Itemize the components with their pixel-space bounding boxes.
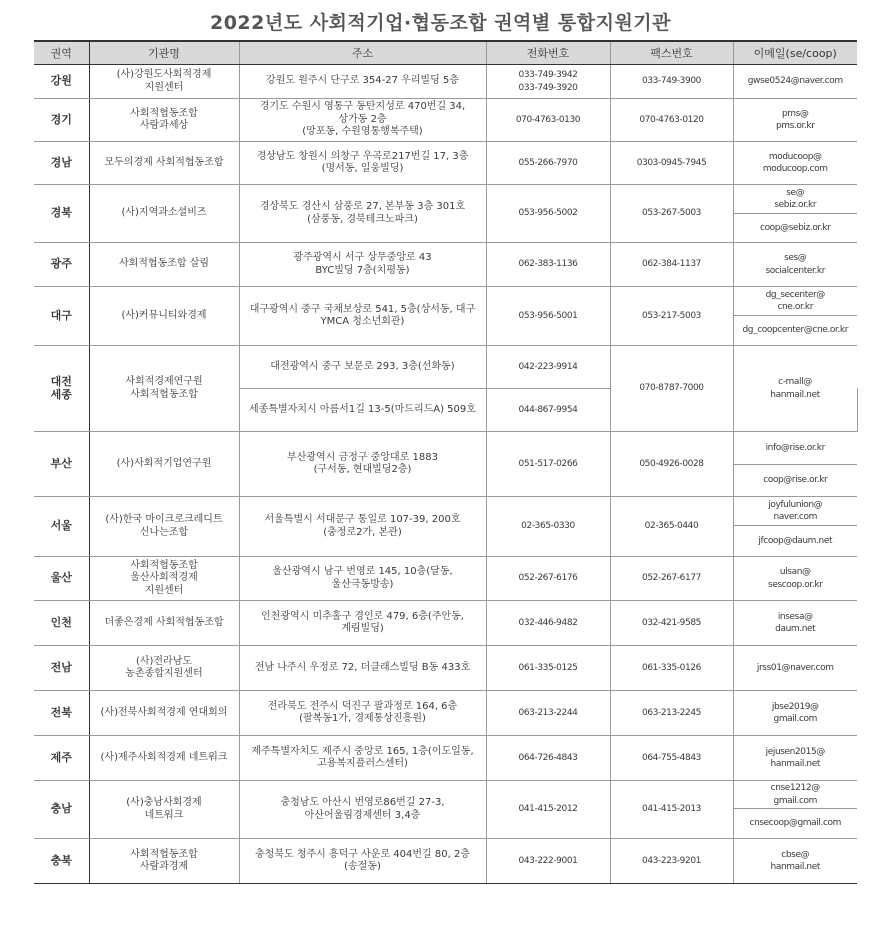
header-email: 이메일(se/coop) bbox=[733, 41, 857, 65]
table-row bbox=[34, 557, 857, 601]
region-cell: 경북 bbox=[34, 185, 89, 243]
header-fax: 팩스번호 bbox=[610, 41, 733, 65]
table-row bbox=[34, 185, 857, 214]
fax-cell: 041-415-2013 bbox=[610, 781, 733, 839]
address-cell: 경기도 수원시 영통구 동탄지성로 470번길 34, 상가동 2층 (망포동, 수원영통행복주택) bbox=[239, 99, 486, 142]
region-cell: 인천 bbox=[34, 601, 89, 646]
table-row bbox=[34, 601, 857, 646]
email-cell: ses@ socialcenter.kr bbox=[733, 243, 857, 287]
region-cell: 충남 bbox=[34, 781, 89, 839]
region-cell: 울산 bbox=[34, 557, 89, 601]
table-row bbox=[34, 839, 857, 884]
region-cell: 전북 bbox=[34, 691, 89, 736]
email-cell: c-mall@ hanmail.net bbox=[733, 346, 857, 432]
email-cell: jfcoop@daum.net bbox=[733, 526, 857, 557]
address-cell: 부산광역시 금정구 중앙대로 1883 (구서동, 현대빌딩2층) bbox=[239, 432, 486, 497]
email-cell: insesa@ daum.net bbox=[733, 601, 857, 646]
phone-cell: 041-415-2012 bbox=[486, 781, 610, 839]
table-row bbox=[34, 243, 857, 287]
address-cell: 대구광역시 중구 국채보상로 541, 5층(상서동, 대구 YMCA 청소년회관) bbox=[239, 287, 486, 346]
table-row bbox=[34, 646, 857, 691]
org-name-cell: 사회적협동조합 사람과세상 bbox=[89, 99, 239, 142]
phone-cell: 055-266-7970 bbox=[486, 142, 610, 185]
email-cell: coop@sebiz.or.kr bbox=[733, 214, 857, 243]
header-address: 주소 bbox=[239, 41, 486, 65]
org-name-cell: (사)지역과소셜비즈 bbox=[89, 185, 239, 243]
region-cell: 서울 bbox=[34, 497, 89, 557]
org-name-cell: 사회적협동조합 살림 bbox=[89, 243, 239, 287]
email-cell: coop@rise.or.kr bbox=[733, 465, 857, 497]
fax-cell: 043-223-9201 bbox=[610, 839, 733, 884]
region-cell: 광주 bbox=[34, 243, 89, 287]
email-cell: se@ sebiz.or.kr bbox=[733, 185, 857, 214]
address-cell: 전남 나주시 우정로 72, 더클래스빌딩 B동 433호 bbox=[239, 646, 486, 691]
address-cell: 충청남도 아산시 번영로86번길 27-3, 아산어울림경제센터 3,4층 bbox=[239, 781, 486, 839]
address-cell: 광주광역시 서구 상무중앙로 43 BYC빌딩 7층(치평동) bbox=[239, 243, 486, 287]
table-row bbox=[34, 346, 857, 389]
email-cell: pms@ pms.or.kr bbox=[733, 99, 857, 142]
region-cell: 대구 bbox=[34, 287, 89, 346]
org-name-cell: (사)커뮤니티와경제 bbox=[89, 287, 239, 346]
phone-cell: 053-956-5002 bbox=[486, 185, 610, 243]
table-row bbox=[34, 65, 857, 99]
fax-cell: 063-213-2245 bbox=[610, 691, 733, 736]
fax-cell: 070-8787-7000 bbox=[610, 346, 733, 432]
org-name-cell: 사회적협동조합 사람과경제 bbox=[89, 839, 239, 884]
region-cell: 경기 bbox=[34, 99, 89, 142]
email-cell: jejusen2015@ hanmail.net bbox=[733, 736, 857, 781]
org-name-cell: (사)강원도사회적경제 지원센터 bbox=[89, 65, 239, 99]
fax-cell: 02-365-0440 bbox=[610, 497, 733, 557]
address-cell: 충청북도 청주시 흥덕구 사운로 404번길 80, 2층 (송절동) bbox=[239, 839, 486, 884]
table-row bbox=[34, 781, 857, 809]
org-name-cell: 사회적협동조합 울산사회적경제 지원센터 bbox=[89, 557, 239, 601]
region-cell: 경남 bbox=[34, 142, 89, 185]
email-cell: jrss01@naver.com bbox=[733, 646, 857, 691]
table-row bbox=[34, 432, 857, 465]
email-cell: cbse@ hanmail.net bbox=[733, 839, 857, 884]
table-row bbox=[34, 99, 857, 142]
phone-cell: 070-4763-0130 bbox=[486, 99, 610, 142]
table-row bbox=[34, 497, 857, 526]
address-cell: 제주특별자치도 제주시 중앙로 165, 1층(이도일동, 고용복지플러스센터) bbox=[239, 736, 486, 781]
table-row bbox=[34, 142, 857, 185]
phone-cell: 042-223-9914 bbox=[486, 346, 610, 389]
fax-cell: 032-421-9585 bbox=[610, 601, 733, 646]
address-cell: 경상남도 창원시 의창구 우곡로217번길 17, 3층 (명서동, 일웅빌딩) bbox=[239, 142, 486, 185]
org-name-cell: 사회적경제연구원 사회적협동조합 bbox=[89, 346, 239, 432]
fax-cell: 0303-0945-7945 bbox=[610, 142, 733, 185]
phone-cell: 044-867-9954 bbox=[486, 389, 610, 432]
org-name-cell: (사)한국 마이크로크레디트 신나는조합 bbox=[89, 497, 239, 557]
region-cell: 전남 bbox=[34, 646, 89, 691]
table-row bbox=[34, 287, 857, 316]
email-cell: dg_coopcenter@cne.or.kr bbox=[733, 316, 857, 346]
org-name-cell: 모두의경제 사회적협동조합 bbox=[89, 142, 239, 185]
email-cell: ulsan@ sescoop.or.kr bbox=[733, 557, 857, 601]
phone-cell: 061-335-0125 bbox=[486, 646, 610, 691]
email-cell: cnsecoop@gmail.com bbox=[733, 809, 857, 839]
phone-cell: 02-365-0330 bbox=[486, 497, 610, 557]
phone-cell: 033-749-3942 033-749-3920 bbox=[486, 65, 610, 99]
phone-cell: 064-726-4843 bbox=[486, 736, 610, 781]
region-cell: 충북 bbox=[34, 839, 89, 884]
phone-cell: 043-222-9001 bbox=[486, 839, 610, 884]
email-cell: moducoop@ moducoop.com bbox=[733, 142, 857, 185]
support-agency-table bbox=[34, 40, 857, 884]
fax-cell: 061-335-0126 bbox=[610, 646, 733, 691]
fax-cell: 053-267-5003 bbox=[610, 185, 733, 243]
header-phone: 전화번호 bbox=[486, 41, 610, 65]
header-region: 권역 bbox=[34, 41, 89, 65]
email-cell: joyfulunion@ naver.com bbox=[733, 497, 857, 526]
fax-cell: 052-267-6177 bbox=[610, 557, 733, 601]
fax-cell: 062-384-1137 bbox=[610, 243, 733, 287]
org-name-cell: (사)제주사회적경제 네트워크 bbox=[89, 736, 239, 781]
address-cell: 전라북도 전주시 덕진구 팔과정로 164, 6층 (팔복동1가, 경제통상진흥원) bbox=[239, 691, 486, 736]
phone-cell: 032-446-9482 bbox=[486, 601, 610, 646]
phone-cell: 053-956-5001 bbox=[486, 287, 610, 346]
header-org: 기관명 bbox=[89, 41, 239, 65]
fax-cell: 053-217-5003 bbox=[610, 287, 733, 346]
fax-cell: 050-4926-0028 bbox=[610, 432, 733, 497]
address-cell: 서울특별시 서대문구 통일로 107-39, 200호 (충정로2가, 본관) bbox=[239, 497, 486, 557]
org-name-cell: (사)전라남도 농촌종합지원센터 bbox=[89, 646, 239, 691]
region-cell: 대전 세종 bbox=[34, 346, 89, 432]
table-row bbox=[34, 736, 857, 781]
org-name-cell: (사)전북사회적경제 연대회의 bbox=[89, 691, 239, 736]
table-row bbox=[34, 691, 857, 736]
phone-cell: 052-267-6176 bbox=[486, 557, 610, 601]
phone-cell: 062-383-1136 bbox=[486, 243, 610, 287]
region-cell: 부산 bbox=[34, 432, 89, 497]
region-cell: 강원 bbox=[34, 65, 89, 99]
org-name-cell: (사)충남사회경제 네트워크 bbox=[89, 781, 239, 839]
page-title: 2022년도 사회적기업·협동조합 권역별 통합지원기관 bbox=[209, 12, 672, 34]
address-cell: 세종특별자치시 아름서1길 13-5(마드리드A) 509호 bbox=[239, 389, 486, 432]
phone-cell: 063-213-2244 bbox=[486, 691, 610, 736]
fax-cell: 064-755-4843 bbox=[610, 736, 733, 781]
email-cell: gwse0524@naver.com bbox=[733, 65, 857, 99]
email-cell: cnse1212@ gmail.com bbox=[733, 781, 857, 809]
org-name-cell: (사)사회적기업연구원 bbox=[89, 432, 239, 497]
address-cell: 인천광역시 미추홀구 경인로 479, 6층(주안동, 계림빌딩) bbox=[239, 601, 486, 646]
phone-cell: 051-517-0266 bbox=[486, 432, 610, 497]
email-cell: info@rise.or.kr bbox=[733, 432, 857, 465]
email-cell: dg_secenter@ cne.or.kr bbox=[733, 287, 857, 316]
address-cell: 대전광역시 중구 보문로 293, 3층(선화동) bbox=[239, 346, 486, 389]
fax-cell: 033-749-3900 bbox=[610, 65, 733, 99]
address-cell: 강원도 원주시 단구로 354-27 우리빌딩 5층 bbox=[239, 65, 486, 99]
email-cell: jbse2019@ gmail.com bbox=[733, 691, 857, 736]
header-row bbox=[34, 41, 857, 65]
address-cell: 울산광역시 남구 번영로 145, 10층(달동, 울산극동방송) bbox=[239, 557, 486, 601]
address-cell: 경상북도 경산시 삼풍로 27, 본부동 3층 301호 (삼풍동, 경북테크노파크) bbox=[239, 185, 486, 243]
region-cell: 제주 bbox=[34, 736, 89, 781]
org-name-cell: 더좋은경제 사회적협동조합 bbox=[89, 601, 239, 646]
fax-cell: 070-4763-0120 bbox=[610, 99, 733, 142]
